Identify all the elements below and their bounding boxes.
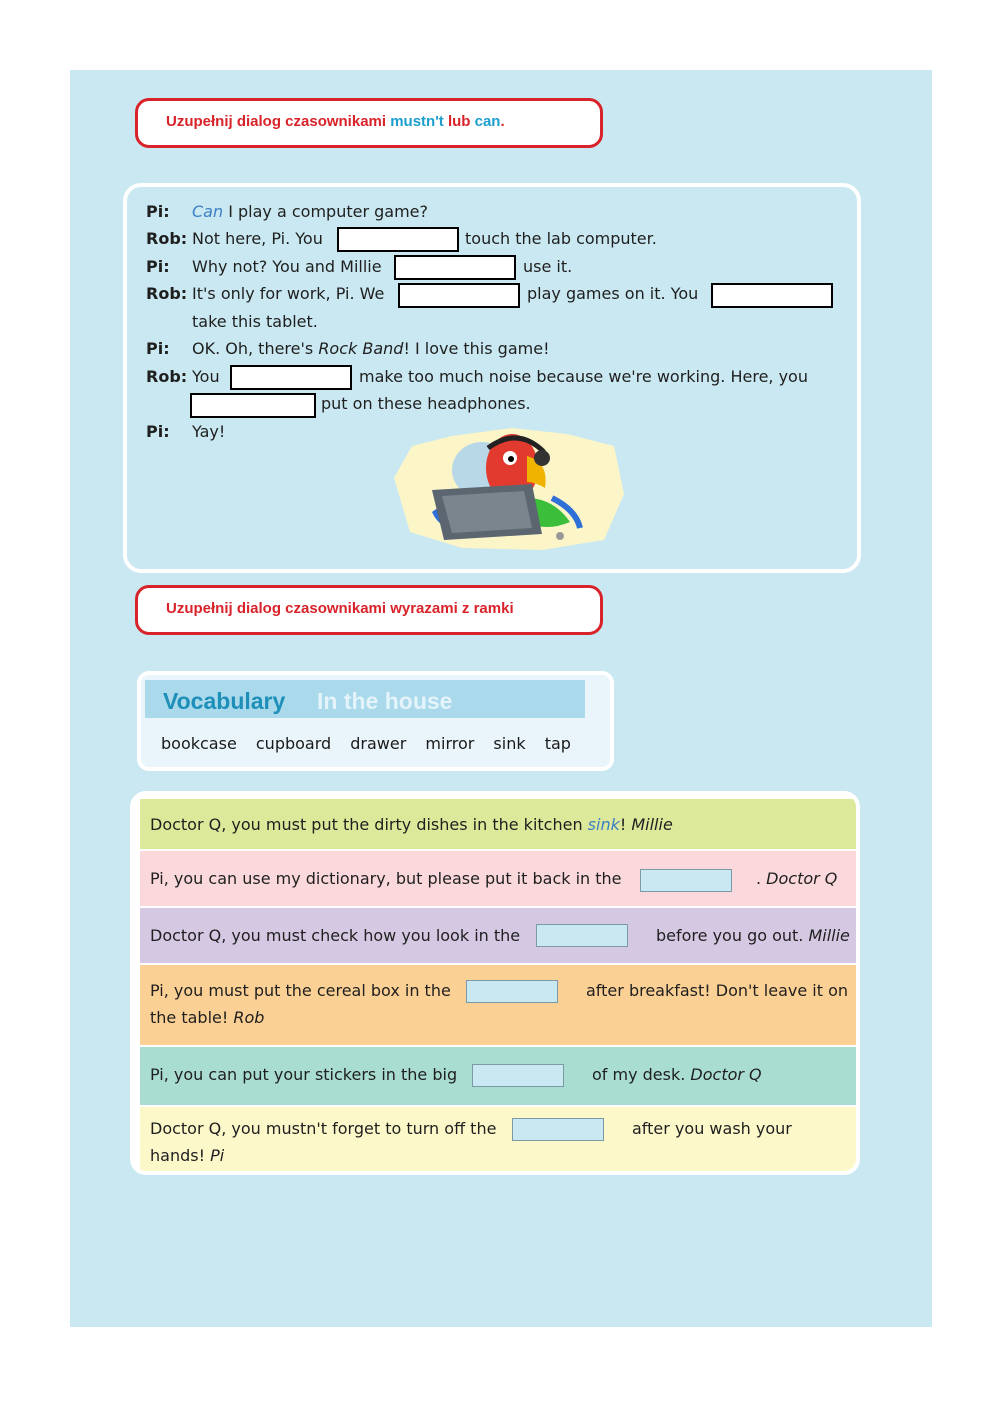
word-blank-5[interactable]	[512, 1118, 604, 1141]
dialogue-line-7: Pi: Yay!	[146, 422, 226, 441]
dialogue-line-4-cont: take this tablet.	[192, 312, 318, 331]
sentence-row-6: Doctor Q, you mustn't forget to turn off the after you wash your hands! Pi	[140, 1107, 860, 1175]
vocabulary-subtitle: In the house	[317, 688, 453, 714]
dialogue-line-4-mid: play games on it. You	[527, 284, 699, 303]
dialogue-line-2-end: touch the lab computer.	[465, 229, 657, 248]
dialogue-line-3: Pi: Why not? You and Millie	[146, 257, 382, 276]
vocab-word: drawer	[350, 734, 407, 753]
sentence-row-5: Pi, you can put your stickers in the big of my desk. Doctor Q	[140, 1047, 860, 1105]
vocabulary-header	[145, 680, 585, 718]
vocabulary-word-list	[161, 734, 585, 753]
word-blank-3[interactable]	[466, 980, 558, 1003]
example-answer-sink: sink	[587, 815, 620, 834]
instruction-text-1: Uzupełnij dialog czasownikami mustn't lub can.	[166, 113, 505, 130]
vocabulary-title: Vocabulary	[163, 688, 286, 714]
instruction-box-2	[135, 585, 603, 635]
word-blank-2[interactable]	[536, 924, 628, 947]
sentences-panel	[130, 791, 860, 1175]
vocabulary-box	[137, 671, 614, 771]
word-blank-4[interactable]	[472, 1064, 564, 1087]
answer-blank-4[interactable]	[711, 283, 833, 308]
dialogue-line-6-cont: put on these headphones.	[321, 394, 531, 413]
dialogue-line-1: Pi: Can I play a computer game?	[146, 202, 428, 221]
vocab-word: tap	[544, 734, 571, 753]
answer-blank-1[interactable]	[337, 227, 459, 252]
answer-blank-3[interactable]	[398, 283, 520, 308]
vocab-word: sink	[493, 734, 526, 753]
vocab-word: bookcase	[161, 734, 237, 753]
answer-blank-6[interactable]	[190, 393, 316, 418]
sentence-row-2: Pi, you can use my dictionary, but please put it back in the . Doctor Q	[140, 851, 860, 906]
dialogue-line-6-mid: make too much noise because we're working. Here, you	[359, 367, 808, 386]
dialogue-line-3-end: use it.	[523, 257, 573, 276]
sentence-row-1: Doctor Q, you must put the dirty dishes in the kitchen sink! Millie	[140, 799, 860, 849]
sentence-row-4: Pi, you must put the cereal box in the after breakfast! Don't leave it on the table! Rob	[140, 965, 860, 1045]
instruction-box-1	[135, 98, 603, 148]
answer-blank-2[interactable]	[394, 255, 516, 280]
dialogue-line-2: Rob: Not here, Pi. You	[146, 229, 323, 248]
vocab-word: mirror	[425, 734, 475, 753]
instruction-text-2: Uzupełnij dialog czasownikami wyrazami z ramki	[166, 600, 514, 617]
dialogue-line-4: Rob: It's only for work, Pi. We	[146, 284, 385, 303]
answer-blank-5[interactable]	[230, 365, 352, 390]
dialogue-line-5: Pi: OK. Oh, there's Rock Band! I love this game!	[146, 339, 550, 358]
example-answer: Can	[192, 202, 224, 221]
vocab-word: cupboard	[255, 734, 332, 753]
sentence-row-3: Doctor Q, you must check how you look in the before you go out. Millie	[140, 908, 860, 963]
dialogue-line-6: Rob: You	[146, 367, 220, 386]
parrot-with-tablet-illustration	[392, 428, 624, 550]
word-blank-1[interactable]	[640, 869, 732, 892]
